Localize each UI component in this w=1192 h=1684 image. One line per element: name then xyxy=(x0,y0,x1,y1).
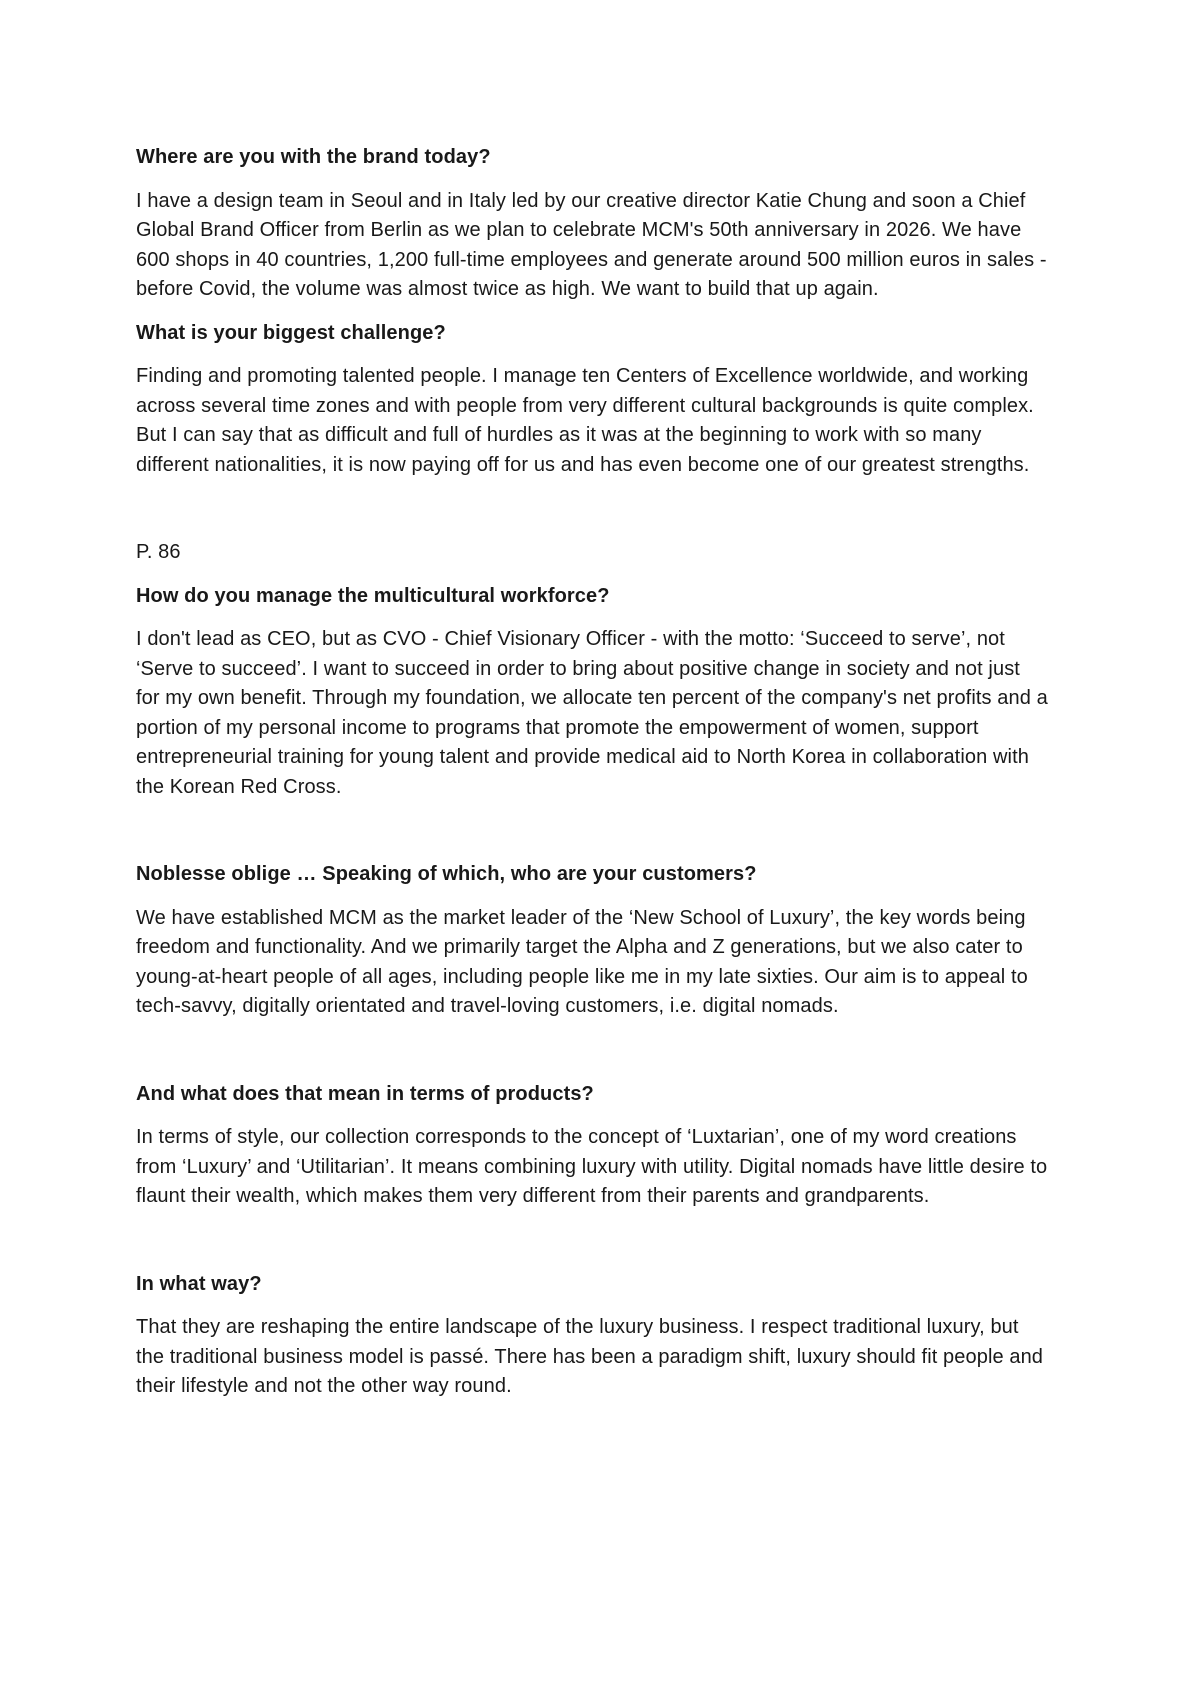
question-biggest-challenge: What is your biggest challenge? xyxy=(136,321,446,344)
answer-products: In terms of style, our collection corresponds to the concept of ‘Luxtarian’, one of my word creations from ‘Luxury’ and ‘Utilitarian’. It means combining luxury with utility. Digital nomads have little desire to flaunt their wealth, which makes them very different from their parents and grandparents. xyxy=(136,1126,1048,1207)
section-gap xyxy=(136,1226,1048,1270)
question-products: And what does that mean in terms of products? xyxy=(136,1082,594,1105)
page-number-marker: P. 86 xyxy=(136,541,181,563)
answer-multicultural-workforce: I don't lead as CEO, but as CVO - Chief Visionary Officer - with the motto: ‘Succeed to serve’, not ‘Serve to succeed’. I want to succeed in order to bring about positive change in society and not just for my own benefit. Through my foundation, we allocate ten percent of the company's net profits and a portion of my personal income to programs that promote the empowerment of women, support entrepreneurial training for young talent and provide medical aid to North Korea in collaboration with the Korean Red Cross. xyxy=(136,628,1048,798)
answer-brand-today: I have a design team in Seoul and in Italy led by our creative director Katie Chung and soon a Chief Global Brand Officer from Berlin as we plan to celebrate MCM's 50th anniversary in 2026. We have 600 shops in 40 countries, 1,200 full-time employees and generate around 500 million euros in sales - before Covid, the volume was almost twice as high. We want to build that up again. xyxy=(136,189,1047,300)
question-multicultural-workforce: How do you manage the multicultural workforce? xyxy=(136,584,610,607)
section-gap xyxy=(136,1036,1048,1080)
question-customers: Noblesse oblige … Speaking of which, who are your customers? xyxy=(136,863,757,885)
section-gap xyxy=(136,494,1048,538)
answer-in-what-way: That they are reshaping the entire landscape of the luxury business. I respect traditional luxury, but the traditional business model is passé. There has been a paradigm shift, luxury should fit people and their lifestyle and not the other way round. xyxy=(136,1316,1044,1397)
section-gap xyxy=(136,816,1048,860)
question-in-what-way: In what way? xyxy=(136,1272,262,1295)
answer-biggest-challenge: Finding and promoting talented people. I manage ten Centers of Excellence worldwide, and working across several time zones and with people from very different cultural backgrounds is quite complex. But I can say that as difficult and full of hurdles as it was at the beginning to work with so many different nationalities, it is now paying off for us and has even become one of our greatest strengths. xyxy=(136,365,1034,476)
question-brand-today: Where are you with the brand today? xyxy=(136,146,491,168)
answer-customers: We have established MCM as the market leader of the ‘New School of Luxury’, the key words being freedom and functionality. And we primarily target the Alpha and Z generations, but we also cater to young-at-heart people of all ages, including people like me in my late sixties. Our aim is to appeal to tech-savvy, digitally orientated and travel-loving customers, i.e. digital nomads. xyxy=(136,906,1028,1017)
